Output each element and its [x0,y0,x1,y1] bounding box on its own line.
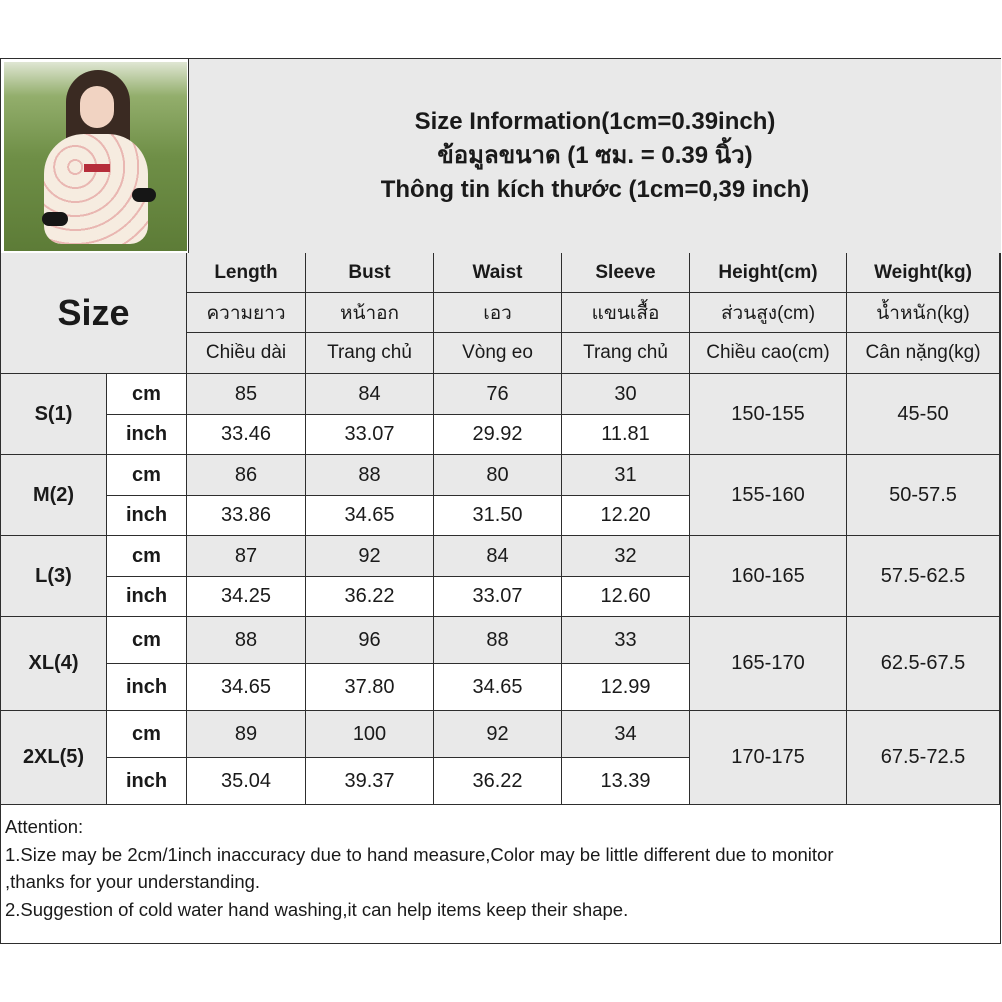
table-cell: 12.20 [562,496,690,536]
column-header-en: Sleeve [562,253,690,293]
table-cell: 34.25 [187,577,306,617]
table-cell: 13.39 [562,758,690,805]
attention-heading: Attention: [5,816,84,837]
column-header-vi: Chiều cao(cm) [690,333,847,374]
table-cell: 96 [306,617,434,664]
table-cell: 33.46 [187,415,306,455]
title-box [188,59,1001,253]
column-header-vi: Chiều dài [187,333,306,374]
table-cell: 92 [306,536,434,577]
column-header-en: Height(cm) [690,253,847,293]
title-thai: ข้อมูลขนาด (1 ซม. = 0.39 นิ้ว) [437,142,753,169]
weight-range: 50-57.5 [847,455,1000,536]
title-english: Size Information(1cm=0.39inch) [414,108,776,135]
column-header-th: เอว [434,293,562,333]
attention-line-1: 1.Size may be 2cm/1inch inaccuracy due to hand measure,Color may be little different due to monitor [5,843,834,865]
table-cell: 85 [187,374,306,415]
height-range: 170-175 [690,711,847,805]
unit-label-inch: inch [107,758,187,805]
height-range: 150-155 [690,374,847,455]
table-cell: 34.65 [187,664,306,711]
table-cell: 33.07 [434,577,562,617]
size-label: L(3) [1,536,107,617]
table-cell: 89 [187,711,306,758]
table-cell: 35.04 [187,758,306,805]
table-cell: 33.86 [187,496,306,536]
table-cell: 88 [434,617,562,664]
table-cell: 29.92 [434,415,562,455]
table-cell: 39.37 [306,758,434,805]
size-header-label: Size [1,253,187,374]
table-cell: 84 [306,374,434,415]
column-header-th: ส่วนสูง(cm) [690,293,847,333]
table-cell: 37.80 [306,664,434,711]
table-cell: 100 [306,711,434,758]
column-header-vi: Trang chủ [306,333,434,374]
column-header-vi: Vòng eo [434,333,562,374]
column-header-th: น้ำหนัก(kg) [847,293,1000,333]
attention-notes [5,813,995,923]
table-cell: 34 [562,711,690,758]
size-label: M(2) [1,455,107,536]
column-header-vi: Cân nặng(kg) [847,333,1000,374]
column-header-en: Weight(kg) [847,253,1000,293]
unit-label-cm: cm [107,711,187,758]
title-vietnamese: Thông tin kích thước (1cm=0,39 inch) [380,176,810,203]
unit-label-cm: cm [107,617,187,664]
unit-label-inch: inch [107,415,187,455]
unit-label-inch: inch [107,577,187,617]
table-cell: 34.65 [434,664,562,711]
unit-label-inch: inch [107,496,187,536]
table-cell: 92 [434,711,562,758]
table-cell: 31 [562,455,690,496]
table-cell: 12.60 [562,577,690,617]
header-banner [1,59,1000,253]
column-header-vi: Trang chủ [562,333,690,374]
table-cell: 36.22 [306,577,434,617]
table-cell: 11.81 [562,415,690,455]
table-cell: 30 [562,374,690,415]
unit-label-inch: inch [107,664,187,711]
column-header-th: แขนเสื้อ [562,293,690,333]
table-cell: 33 [562,617,690,664]
table-cell: 86 [187,455,306,496]
column-header-th: หน้าอก [306,293,434,333]
unit-label-cm: cm [107,536,187,577]
table-cell: 84 [434,536,562,577]
weight-range: 45-50 [847,374,1000,455]
product-photo [4,62,187,251]
unit-label-cm: cm [107,455,187,496]
weight-range: 67.5-72.5 [847,711,1000,805]
table-cell: 33.07 [306,415,434,455]
table-cell: 87 [187,536,306,577]
table-cell: 34.65 [306,496,434,536]
size-label: S(1) [1,374,107,455]
column-header-en: Length [187,253,306,293]
table-cell: 36.22 [434,758,562,805]
column-header-en: Bust [306,253,434,293]
column-header-th: ความยาว [187,293,306,333]
height-range: 155-160 [690,455,847,536]
weight-range: 57.5-62.5 [847,536,1000,617]
table-cell: 88 [306,455,434,496]
height-range: 165-170 [690,617,847,711]
height-range: 160-165 [690,536,847,617]
table-cell: 12.99 [562,664,690,711]
table-cell: 31.50 [434,496,562,536]
attention-line-2: 2.Suggestion of cold water hand washing,it can help items keep their shape. [5,898,629,920]
table-cell: 80 [434,455,562,496]
attention-line-1-cont: ,thanks for your understanding. [5,871,261,892]
table-cell: 88 [187,617,306,664]
size-chart-sheet [0,58,1001,944]
size-label: XL(4) [1,617,107,711]
size-label: 2XL(5) [1,711,107,805]
column-header-en: Waist [434,253,562,293]
unit-label-cm: cm [107,374,187,415]
weight-range: 62.5-67.5 [847,617,1000,711]
table-cell: 76 [434,374,562,415]
table-cell: 32 [562,536,690,577]
